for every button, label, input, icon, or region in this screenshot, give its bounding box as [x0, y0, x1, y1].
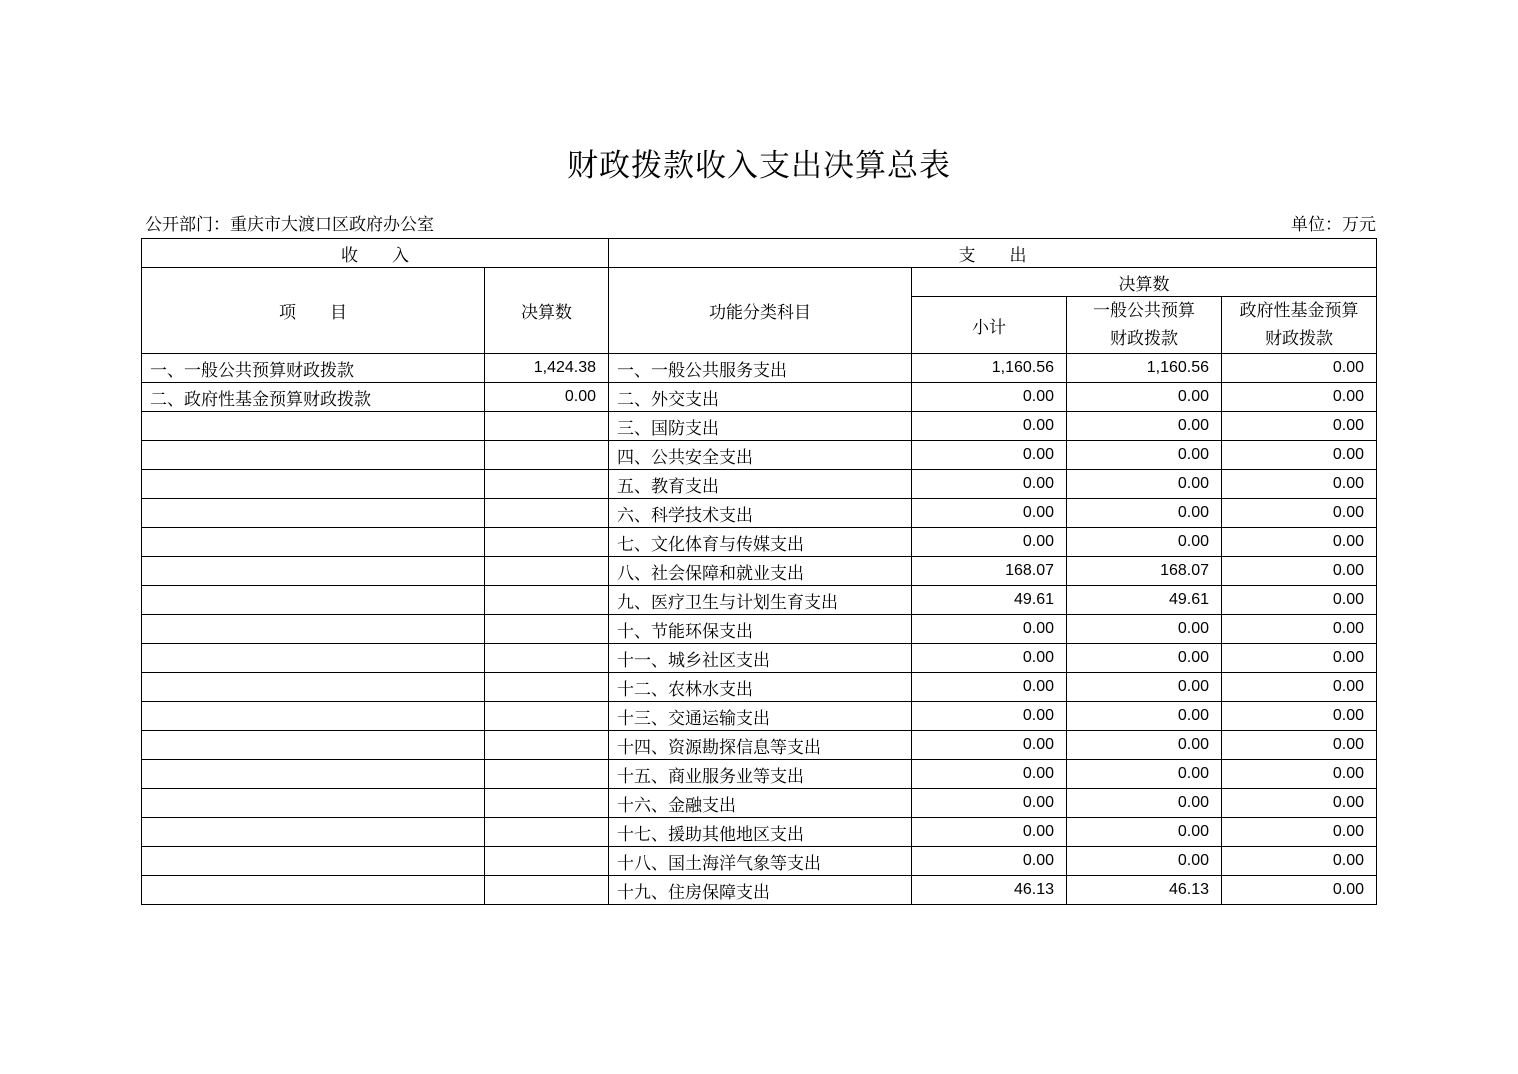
income-amount-cell [485, 412, 609, 441]
expense-item-cell: 十、节能环保支出 [609, 615, 912, 644]
expense-item-cell: 十二、农林水支出 [609, 673, 912, 702]
expense-item-cell: 七、文化体育与传媒支出 [609, 528, 912, 557]
income-item-cell [142, 702, 485, 731]
general-budget-cell: 0.00 [1067, 441, 1222, 470]
general-budget-cell: 0.00 [1067, 847, 1222, 876]
expense-item-cell: 十八、国土海洋气象等支出 [609, 847, 912, 876]
expense-item-cell: 十九、住房保障支出 [609, 876, 912, 905]
general-budget-cell: 49.61 [1067, 586, 1222, 615]
income-item-cell [142, 789, 485, 818]
general-budget-cell: 0.00 [1067, 731, 1222, 760]
gov-fund-cell: 0.00 [1222, 470, 1377, 499]
general-budget-cell: 0.00 [1067, 412, 1222, 441]
subtotal-cell: 0.00 [912, 789, 1067, 818]
income-item-cell [142, 557, 485, 586]
table-row [142, 876, 1377, 905]
expense-item-cell: 四、公共安全支出 [609, 441, 912, 470]
general-budget-header-line1: 一般公共预算 [1093, 301, 1195, 321]
income-item-cell [142, 731, 485, 760]
table-row [142, 673, 1377, 702]
gov-fund-header [1222, 297, 1377, 354]
subtotal-cell: 0.00 [912, 702, 1067, 731]
gov-fund-cell: 0.00 [1222, 818, 1377, 847]
income-amount-cell [485, 760, 609, 789]
general-budget-cell: 0.00 [1067, 383, 1222, 412]
income-item-cell [142, 412, 485, 441]
table-body [142, 354, 1377, 905]
table-row [142, 528, 1377, 557]
income-amount-cell [485, 702, 609, 731]
income-item-cell [142, 441, 485, 470]
item-header: 项 目 [142, 268, 485, 354]
income-item-cell [142, 760, 485, 789]
general-budget-header [1067, 297, 1222, 354]
income-amount-cell [485, 586, 609, 615]
income-item-cell [142, 586, 485, 615]
expense-item-cell: 三、国防支出 [609, 412, 912, 441]
income-amount-cell [485, 557, 609, 586]
income-amount-cell [485, 499, 609, 528]
expense-item-cell: 十三、交通运输支出 [609, 702, 912, 731]
gov-fund-cell: 0.00 [1222, 760, 1377, 789]
general-budget-cell: 0.00 [1067, 818, 1222, 847]
table-row [142, 586, 1377, 615]
table-row [142, 818, 1377, 847]
gov-fund-cell: 0.00 [1222, 557, 1377, 586]
income-amount-cell [485, 470, 609, 499]
expense-item-cell: 一、一般公共服务支出 [609, 354, 912, 383]
subtotal-cell: 0.00 [912, 383, 1067, 412]
budget-table [141, 238, 1377, 905]
expense-header: 支 出 [609, 239, 1377, 268]
gov-fund-cell: 0.00 [1222, 441, 1377, 470]
gov-fund-header-line1: 政府性基金预算 [1239, 301, 1359, 321]
table-row [142, 354, 1377, 383]
general-budget-cell: 0.00 [1067, 673, 1222, 702]
income-amount-cell [485, 644, 609, 673]
income-amount-cell: 0.00 [485, 383, 609, 412]
table-row [142, 702, 1377, 731]
income-item-cell: 二、政府性基金预算财政拨款 [142, 383, 485, 412]
page-title: 财政拨款收入支出决算总表 [567, 148, 951, 184]
general-budget-cell: 0.00 [1067, 760, 1222, 789]
expense-item-cell: 八、社会保障和就业支出 [609, 557, 912, 586]
income-amount-cell [485, 818, 609, 847]
subtotal-cell: 0.00 [912, 644, 1067, 673]
income-item-cell [142, 644, 485, 673]
subtotal-cell: 0.00 [912, 847, 1067, 876]
expense-item-cell: 十四、资源勘探信息等支出 [609, 731, 912, 760]
income-item-cell [142, 847, 485, 876]
income-amount-cell [485, 731, 609, 760]
gov-fund-cell: 0.00 [1222, 354, 1377, 383]
gov-fund-header-line2: 财政拨款 [1265, 329, 1333, 349]
expense-item-cell: 十七、援助其他地区支出 [609, 818, 912, 847]
table-row [142, 499, 1377, 528]
income-amount-cell [485, 847, 609, 876]
expense-item-cell: 五、教育支出 [609, 470, 912, 499]
general-budget-cell: 0.00 [1067, 499, 1222, 528]
table-row [142, 615, 1377, 644]
income-amount-cell [485, 615, 609, 644]
general-budget-cell: 0.00 [1067, 702, 1222, 731]
income-item-cell [142, 673, 485, 702]
income-item-cell [142, 615, 485, 644]
income-item-cell: 一、一般公共预算财政拨款 [142, 354, 485, 383]
expense-item-cell: 六、科学技术支出 [609, 499, 912, 528]
subtotal-cell: 0.00 [912, 818, 1067, 847]
general-budget-cell: 1,160.56 [1067, 354, 1222, 383]
subtotal-cell: 0.00 [912, 441, 1067, 470]
income-header: 收 入 [142, 239, 609, 268]
table-row [142, 412, 1377, 441]
general-budget-header-line2: 财政拨款 [1110, 329, 1178, 349]
gov-fund-cell: 0.00 [1222, 731, 1377, 760]
table-row [142, 557, 1377, 586]
gov-fund-cell: 0.00 [1222, 499, 1377, 528]
gov-fund-cell: 0.00 [1222, 876, 1377, 905]
gov-fund-cell: 0.00 [1222, 789, 1377, 818]
income-item-cell [142, 528, 485, 557]
expense-item-cell: 十五、商业服务业等支出 [609, 760, 912, 789]
general-budget-cell: 46.13 [1067, 876, 1222, 905]
gov-fund-cell: 0.00 [1222, 412, 1377, 441]
subtotal-cell: 0.00 [912, 615, 1067, 644]
gov-fund-cell: 0.00 [1222, 673, 1377, 702]
gov-fund-cell: 0.00 [1222, 586, 1377, 615]
income-amount-cell [485, 876, 609, 905]
income-amount-cell [485, 441, 609, 470]
subtotal-header: 小计 [912, 297, 1067, 354]
subtotal-cell: 168.07 [912, 557, 1067, 586]
income-item-cell [142, 818, 485, 847]
subtotal-cell: 0.00 [912, 731, 1067, 760]
unit-label: 单位：万元 [1291, 215, 1376, 235]
table-row [142, 847, 1377, 876]
subtotal-cell: 0.00 [912, 528, 1067, 557]
income-amount-cell [485, 528, 609, 557]
table-row [142, 470, 1377, 499]
subtotal-cell: 0.00 [912, 499, 1067, 528]
income-item-cell [142, 470, 485, 499]
subtotal-cell: 49.61 [912, 586, 1067, 615]
table-row [142, 760, 1377, 789]
income-item-cell [142, 499, 485, 528]
general-budget-cell: 0.00 [1067, 470, 1222, 499]
expense-item-cell: 十六、金融支出 [609, 789, 912, 818]
subtotal-cell: 0.00 [912, 673, 1067, 702]
subtotal-cell: 0.00 [912, 412, 1067, 441]
income-amount-cell [485, 673, 609, 702]
income-amount-header: 决算数 [485, 268, 609, 354]
general-budget-cell: 168.07 [1067, 557, 1222, 586]
gov-fund-cell: 0.00 [1222, 702, 1377, 731]
table-row [142, 441, 1377, 470]
income-item-cell [142, 876, 485, 905]
table-row [142, 383, 1377, 412]
gov-fund-cell: 0.00 [1222, 615, 1377, 644]
table-row [142, 731, 1377, 760]
subtotal-cell: 46.13 [912, 876, 1067, 905]
table-row [142, 789, 1377, 818]
department-label: 公开部门：重庆市大渡口区政府办公室 [145, 215, 434, 235]
gov-fund-cell: 0.00 [1222, 847, 1377, 876]
expense-item-cell: 二、外交支出 [609, 383, 912, 412]
general-budget-cell: 0.00 [1067, 644, 1222, 673]
subtotal-cell: 1,160.56 [912, 354, 1067, 383]
subtotal-cell: 0.00 [912, 760, 1067, 789]
general-budget-cell: 0.00 [1067, 528, 1222, 557]
income-amount-cell [485, 789, 609, 818]
gov-fund-cell: 0.00 [1222, 383, 1377, 412]
expense-item-cell: 九、医疗卫生与计划生育支出 [609, 586, 912, 615]
general-budget-cell: 0.00 [1067, 789, 1222, 818]
final-amount-header: 决算数 [912, 268, 1377, 297]
gov-fund-cell: 0.00 [1222, 644, 1377, 673]
income-amount-cell: 1,424.38 [485, 354, 609, 383]
subtotal-cell: 0.00 [912, 470, 1067, 499]
table-row [142, 644, 1377, 673]
function-subject-header: 功能分类科目 [609, 268, 912, 354]
gov-fund-cell: 0.00 [1222, 528, 1377, 557]
general-budget-cell: 0.00 [1067, 615, 1222, 644]
expense-item-cell: 十一、城乡社区支出 [609, 644, 912, 673]
